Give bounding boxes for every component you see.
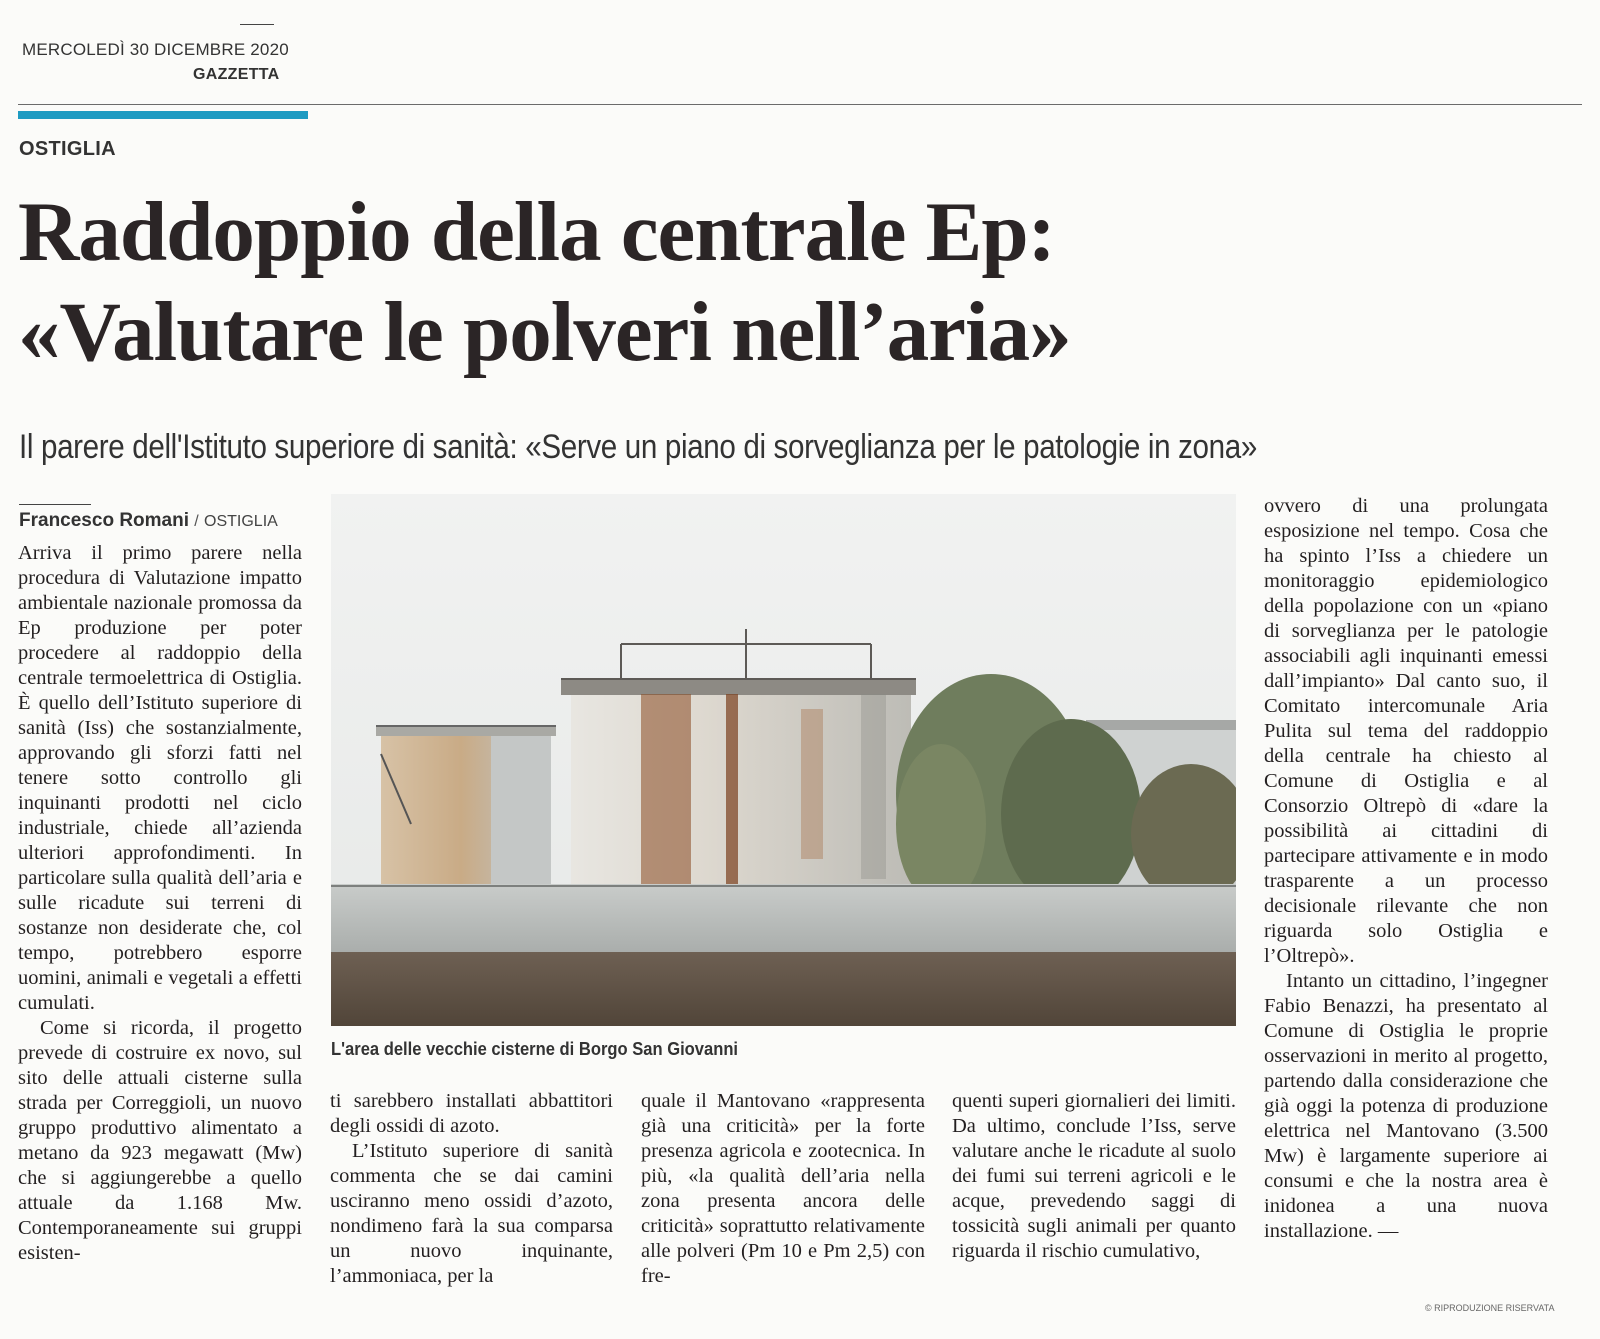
paragraph: quenti superi giornalieri dei limiti. Da ultimo, conclude l’Iss, serve valutare anche le ricadute al suolo dei fumi sui terreni agricoli e le acque, prevedendo saggi di tossicità sugli animali per quanto riguarda il rischio cumulativo, — [952, 1090, 1236, 1262]
text-column-5 — [1264, 494, 1548, 1244]
paragraph: Come si ricorda, il progetto prevede di costruire ex novo, sul sito delle attuali cisterne sulla strada per Correggioli, un nuovo gruppo produttivo alimentato a metano da 923 megawatt (Mw) che si aggiungerebbe a quello attuale da 1.168 Mw. Contemporaneamente sui gruppi esisten- — [18, 1017, 302, 1264]
byline-separator: / — [194, 513, 199, 530]
headline-line-2: «Valutare le polveri nell’aria» — [18, 285, 1071, 379]
section-kicker: OSTIGLIA — [19, 138, 116, 160]
header-divider — [18, 104, 1582, 105]
headline-line-1: Raddoppio della centrale Ep: — [18, 185, 1055, 279]
paragraph: quale il Mantovano «rappresenta già una criticità» per la forte presenza agricola e zootecnica. In più, «la qualità dell’aria nella zona presenta ancora delle criticità» soprattutto relativamente alle polveri (Pm 10 e Pm 2,5) con fre- — [641, 1090, 925, 1287]
text-column-2 — [330, 1089, 613, 1289]
article-photo — [331, 494, 1236, 1026]
section-accent-bar — [18, 111, 308, 119]
paragraph: ovvero di una prolungata esposizione nel tempo. Cosa che ha spinto l’Iss a chiedere un monitoraggio epidemiologico della popolazione con un «piano di sorveglianza per le patologie associabili agli inquinanti emessi dall’impianto» Dal canto suo, il Comitato intercomunale Aria Pulita sul tema del raddoppio della centrale ha chiesto al Comune di Ostiglia e al Consorzio Oltrepò di «dare la possibilità ai cittadini di partecipare attivamente e in modo trasparente a un processo decisionale rilevante che non riguarda solo Ostiglia e l’Oltrepò». — [1264, 495, 1548, 967]
text-column-1 — [18, 541, 302, 1266]
copyright-notice: © RIPRODUZIONE RISERVATA — [1425, 1303, 1555, 1313]
byline-location: OSTIGLIA — [204, 513, 278, 530]
oil-tanks-photo — [331, 494, 1236, 1026]
photo-caption: L'area delle vecchie cisterne di Borgo San Giovanni — [331, 1039, 739, 1059]
byline-author: Francesco Romani — [19, 510, 189, 531]
text-column-4 — [952, 1089, 1236, 1264]
paper-name: GAZZETTA — [193, 66, 280, 83]
text-column-3 — [641, 1089, 925, 1289]
byline-rule — [19, 504, 91, 505]
paragraph: Intanto un cittadino, l’ingegner Fabio Benazzi, ha presentato al Comune di Ostiglia le proprie osservazioni in merito al progetto, partendo dalla considerazione che già oggi la potenza di produzione elettrica nel Mantovano (3.500 Mw) è largamente superiore ai consumi e che la nostra area è inidonea a una nuova installazione. — — [1264, 970, 1548, 1242]
top-rule — [240, 24, 274, 25]
paragraph: ti sarebbero installati abbattitori degli ossidi di azoto. — [330, 1090, 613, 1137]
paragraph: L’Istituto superiore di sanità commenta che se dai camini usciranno meno ossidi d’azoto, nondimeno farà la sua comparsa un nuovo inquinante, l’ammoniaca, per la — [330, 1140, 613, 1287]
paragraph: Arriva il primo parere nella procedura di Valutazione impatto ambientale nazionale promossa da Ep produzione per poter procedere al raddoppio della centrale termoelettrica di Ostiglia. È quello dell’Istituto superiore di sanità (Iss) che sostanzialmente, approvando gli sforzi fatti nel tenere sotto controllo gli inquinanti prodotti nel ciclo industriale, chiede all’azienda ulteriori approfondimenti. In particolare sulla qualità dell’aria e sulle ricadute sui terreni di sostanze non desiderate che, col tempo, potrebbero esporre uomini, animali e vegetali a effetti cumulati. — [18, 542, 302, 1014]
byline — [19, 510, 278, 532]
dateline: MERCOLEDÌ 30 DICEMBRE 2020 — [22, 40, 289, 59]
subtitle: Il parere dell'Istituto superiore di sanità: «Serve un piano di sorveglianza per le patologie in zona» — [19, 428, 1257, 466]
